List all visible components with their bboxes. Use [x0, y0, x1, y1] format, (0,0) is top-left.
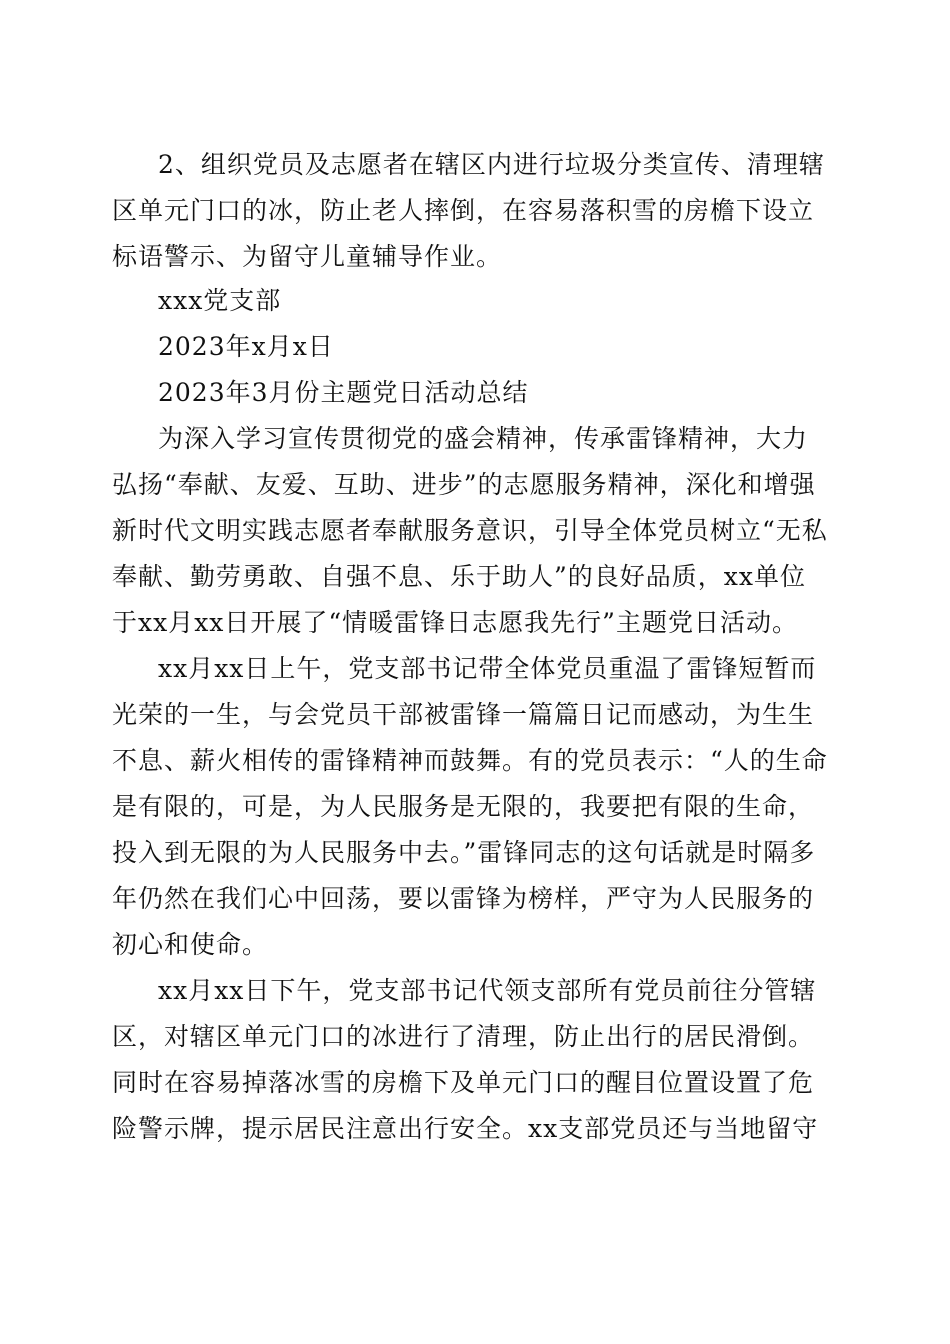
summary-body	[112, 416, 828, 1152]
intro-section	[112, 142, 828, 280]
body-paragraph: 为深入学习宣传贯彻党的盛会精神，传承雷锋精神，大力弘扬“奉献、友爱、互助、进步”的志愿服务精神，深化和增强新时代文明实践志愿者奉献服务意识，引导全体党员树立“无私奉献、勤劳勇敢、自强不息、乐于助人”的良好品质，xx单位于xx月xx日开展了“情暖雷锋日志愿我先行”主题党日活动。	[112, 424, 828, 637]
intro-paragraph: 2、组织党员及志愿者在辖区内进行垃圾分类宣传、清理辖区单元门口的冰，防止老人摔倒，在容易落积雪的房檐下设立标语警示、为留守儿童辅导作业。	[112, 150, 825, 271]
body-paragraph: xx月xx日下午，党支部书记代领支部所有党员前往分管辖区，对辖区单元门口的冰进行了清理，防止出行的居民滑倒。同时在容易掉落冰雪的房檐下及单元门口的醒目位置设置了危险警示牌，提示居民注意出行安全。xx支部党员还与当地留守	[112, 976, 819, 1143]
section-title: 2023年3月份主题党日活动总结	[158, 378, 529, 407]
signature-date: 2023年x月x日	[158, 332, 334, 361]
signature-section	[112, 278, 828, 416]
signature-org: xxx党支部	[158, 286, 282, 315]
body-paragraph: xx月xx日上午，党支部书记带全体党员重温了雷锋短暂而光荣的一生，与会党员干部被雷锋一篇篇日记而感动，为生生不息、薪火相传的雷锋精神而鼓舞。有的党员表示：“人的生命是有限的，可是，为人民服务是无限的，我要把有限的生命，投入到无限的为人民服务中去。”雷锋同志的这句话就是时隔多年仍然在我们心中回荡，要以雷锋为榜样，严守为人民服务的初心和使命。	[112, 654, 828, 959]
